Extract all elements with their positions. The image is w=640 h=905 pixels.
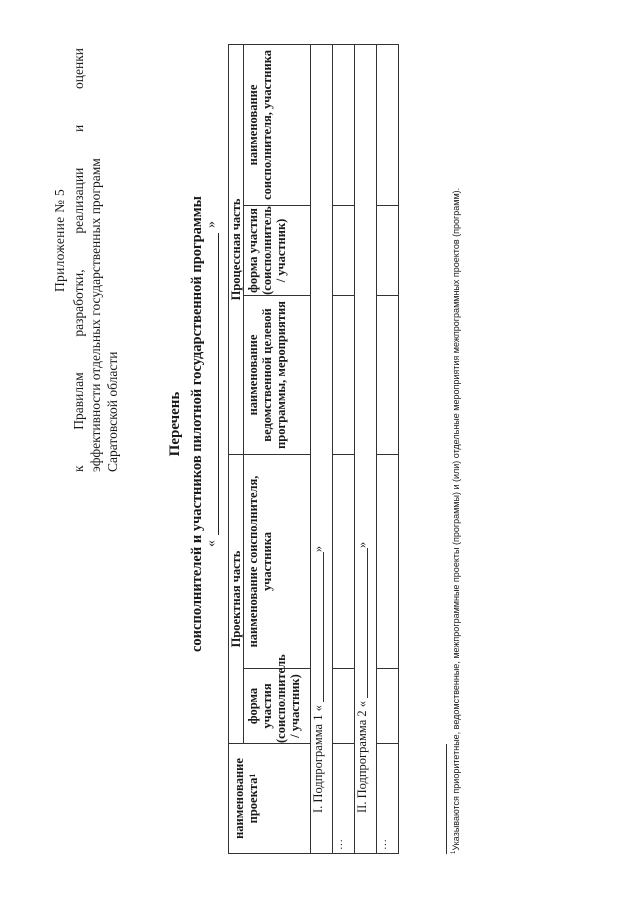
table-cell [377, 44, 399, 205]
participants-table [228, 44, 399, 854]
rules-word: разработки, [71, 269, 86, 337]
table-subheader-row [244, 44, 311, 853]
footnote-mark: 1 [451, 850, 457, 854]
table-cell [333, 454, 355, 668]
table-row [355, 44, 377, 853]
header-project-executor: наименование соисполнителя, участника [244, 454, 311, 668]
quote-close: » [204, 221, 219, 228]
header-process-name: наименование ведомственной целевой программы, мероприятия [244, 295, 311, 454]
rules-line-2: эффективности отдельных государственных программ [88, 158, 103, 472]
table-cell: … [333, 744, 355, 854]
table-cell [377, 205, 399, 295]
rules-word: к [71, 465, 86, 472]
table-row [377, 44, 399, 853]
table-cell: … [377, 744, 399, 854]
table-cell [377, 454, 399, 668]
table-cell [333, 669, 355, 744]
footnote-text: Указываются приоритетные, ведомственные, межпрограммные проекты (программы) и (или) отдельные мероприятия межпрограммных проектов (программ). [451, 187, 461, 851]
header-project-name: наименование проекта$^1$ [229, 744, 311, 854]
subprogram-name-underline [311, 552, 324, 702]
table-row [311, 44, 333, 853]
header-process-executor: наименование соисполнителя, участника [244, 44, 311, 205]
table-cell [333, 205, 355, 295]
section-number: II. [355, 801, 369, 813]
rules-line-3: Саратовской области [105, 351, 120, 472]
table-header-row [229, 44, 244, 853]
section-subprogram-1 [311, 44, 333, 853]
table-row [333, 44, 355, 853]
header-project-form: форма участия (соисполнитель / участник) [244, 669, 311, 744]
rules-word: реализации [71, 167, 86, 234]
section-title: Подпрограмма 2 « [355, 700, 369, 799]
header-project-part: Проектная часть [229, 454, 244, 743]
section-quote-close: » [355, 541, 369, 548]
table-cell [377, 295, 399, 454]
table-cell [333, 295, 355, 454]
quote-open: « [204, 540, 219, 547]
rotated-landscape-content [27, 0, 627, 894]
section-title: Подпрограмма 1 « [311, 705, 325, 803]
footnote-separator [446, 744, 447, 854]
table-cell [377, 669, 399, 744]
subprogram-name-underline [355, 548, 368, 698]
document-title: Перечень [167, 391, 183, 457]
section-quote-close: » [311, 545, 325, 553]
section-number: I. [311, 805, 325, 813]
rules-word: и [71, 124, 86, 132]
header-process-part: Процессная часть [229, 44, 244, 454]
program-name-blank [204, 221, 221, 547]
appendix-label: Приложение № 5 [52, 188, 67, 292]
appendix-reference [70, 48, 121, 472]
header-process-form: форма участия (соисполнитель / участник) [244, 205, 311, 295]
rules-word: оценки [71, 48, 86, 89]
program-name-underline [218, 233, 219, 535]
footnote [451, 94, 461, 854]
footnote-mark: 1 [248, 773, 257, 778]
table-cell [333, 44, 355, 205]
rules-line-1 [70, 48, 87, 472]
rules-word: Правилам [71, 372, 86, 430]
section-subprogram-2 [355, 44, 377, 853]
document-subtitle: соисполнителей и участников пилотной государственной программы [189, 196, 205, 652]
